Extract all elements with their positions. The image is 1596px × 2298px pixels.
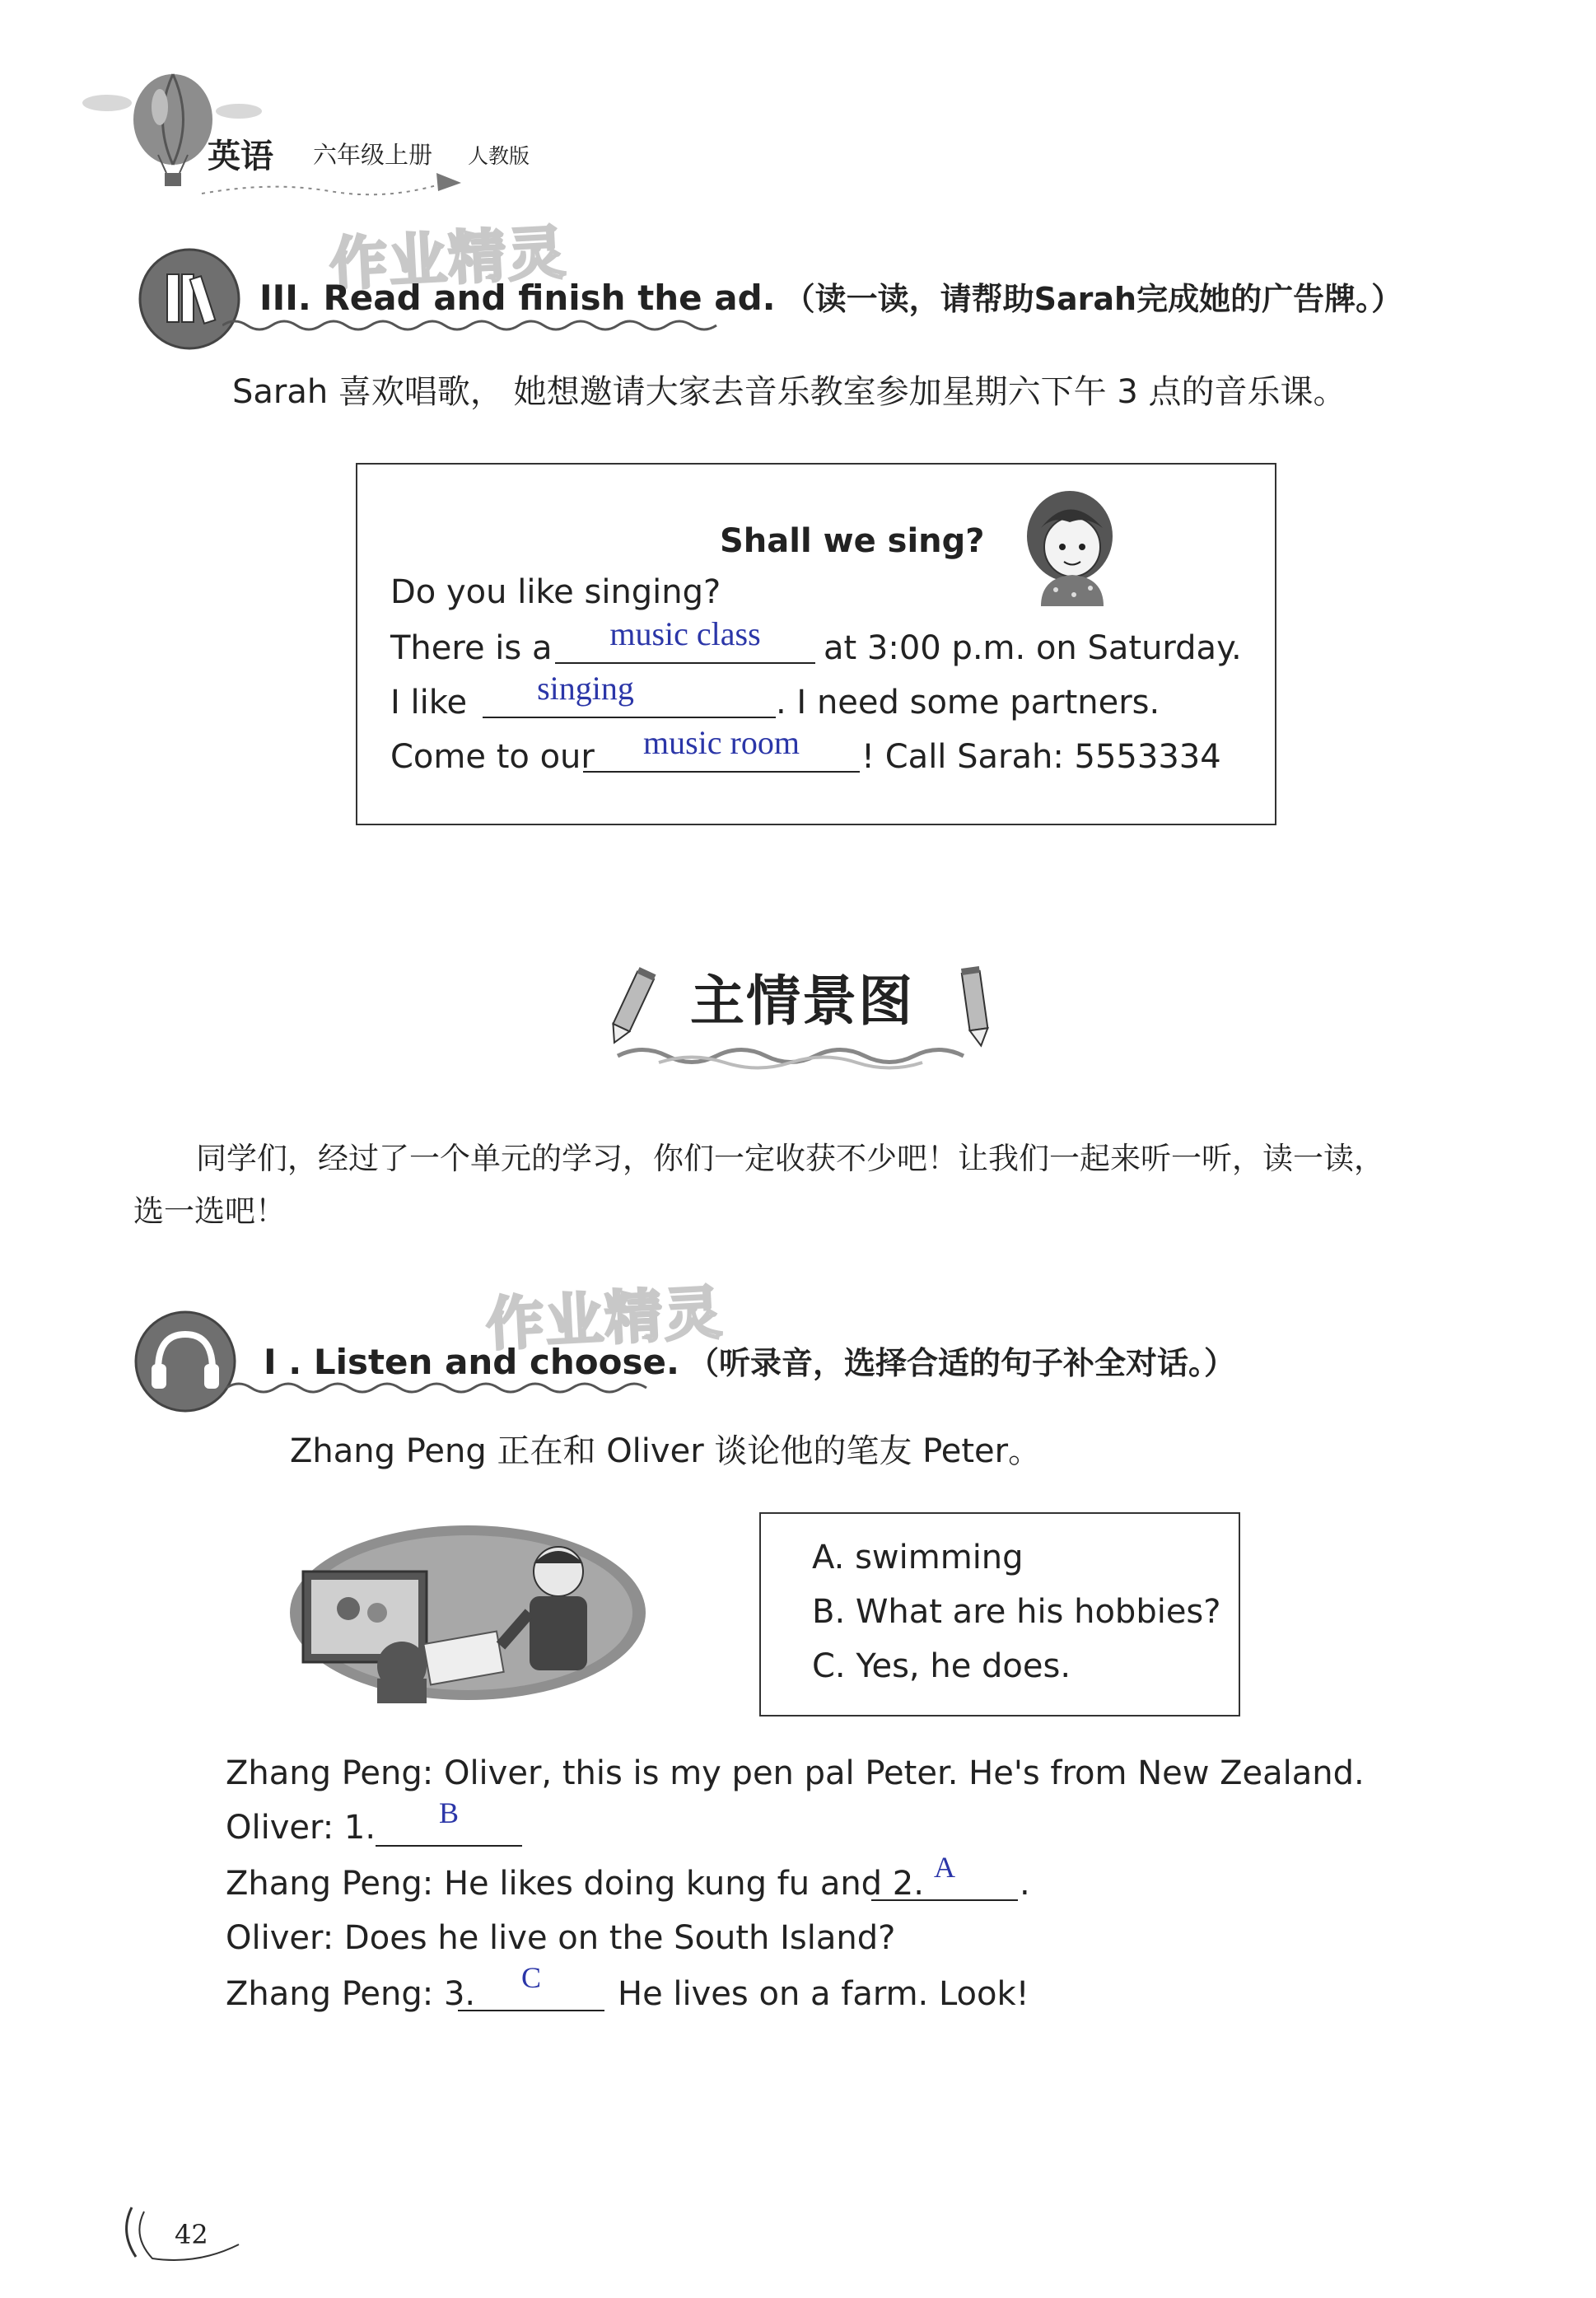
dialogue-line3-prefix: Zhang Peng: He likes doing kung fu and 2. <box>226 1865 924 1903</box>
main-scene-title: 主情景图 <box>690 969 914 1033</box>
ad-line2-answer: music class <box>609 615 761 652</box>
dotted-path-decoration <box>198 165 461 206</box>
ad-line2-prefix: There is a <box>390 629 553 667</box>
dialogue-answer-2: A <box>934 1851 955 1884</box>
section3-title: III. Read and finish the ad. <box>259 278 776 318</box>
dialogue-line4: Oliver: Does he live on the South Island? <box>226 1919 896 1957</box>
main-scene-text-line2: 选一选吧！ <box>133 1193 286 1229</box>
ad-line4-blank <box>583 771 860 773</box>
section3-intro: Sarah 喜欢唱歌， 她想邀请大家去音乐教室参加星期六下午 3 点的音乐课。 <box>232 373 1346 411</box>
dialogue-line5-prefix: Zhang Peng: 3. <box>226 1975 476 2013</box>
scene-illustration <box>287 1522 649 1703</box>
subject-label: 英语 <box>208 138 273 175</box>
ad-line4-answer: music room <box>643 724 800 761</box>
section3-instruction: （读一读，请帮助Sarah完成她的广告牌。） <box>783 281 1403 317</box>
girl-avatar <box>1016 483 1123 606</box>
watermark: 作业精灵 <box>328 218 569 299</box>
dialogue-blank-1 <box>376 1845 522 1847</box>
wavy-underline <box>222 317 733 334</box>
grade-label: 六年级上册 <box>313 141 433 169</box>
page-number: 42 <box>175 2219 208 2250</box>
ad-heading: Shall we sing? <box>720 522 985 560</box>
ad-line4-suffix: ! Call Sarah: 5553334 <box>861 738 1221 776</box>
ad-line4-prefix: Come to our <box>390 738 595 776</box>
ad-line3-suffix: . I need some partners. <box>776 684 1160 722</box>
dialogue-answer-3: C <box>520 1961 541 1994</box>
dialogue-line1: Zhang Peng: Oliver, this is my pen pal Peter. He's from New Zealand. <box>226 1754 1365 1792</box>
dialogue-line5-suffix: He lives on a farm. Look! <box>618 1975 1029 2013</box>
main-scene-text-line1: 同学们，经过了一个单元的学习，你们一定收获不少吧！让我们一起来听一听，读一读， <box>196 1141 1384 1176</box>
dialogue-blank-3 <box>458 2010 604 2011</box>
book-icon <box>136 245 243 353</box>
ad-line2-blank <box>555 662 815 664</box>
section1-title: I . Listen and choose. <box>264 1342 679 1382</box>
option-a: A. swimming <box>812 1539 1024 1576</box>
header <box>74 58 651 206</box>
ad-line3-answer: singing <box>537 670 634 707</box>
headphones-icon <box>132 1308 239 1415</box>
dialogue-line3-suffix: . <box>1020 1865 1030 1903</box>
watermark-2: 作业精灵 <box>484 1278 726 1359</box>
dialogue-line2-prefix: Oliver: 1. <box>226 1809 376 1847</box>
option-c: C. Yes, he does. <box>812 1647 1071 1685</box>
edition-label: 人教版 <box>468 144 530 168</box>
section1-heading <box>264 1338 1235 1383</box>
ad-box <box>356 463 1276 825</box>
dialogue-blank-2 <box>871 1899 1018 1901</box>
section3-heading <box>259 273 1402 319</box>
options-box <box>759 1512 1240 1716</box>
ad-line2-suffix: at 3:00 p.m. on Saturday. <box>824 629 1242 667</box>
ad-line1: Do you like singing? <box>390 573 721 611</box>
dialogue-answer-1: B <box>438 1796 459 1829</box>
section1-instruction: （听录音，选择合适的句子补全对话。） <box>687 1345 1235 1381</box>
section1-intro: Zhang Peng 正在和 Oliver 谈论他的笔友 Peter。 <box>290 1432 1042 1470</box>
option-b: B. What are his hobbies? <box>812 1593 1221 1631</box>
ad-line3-prefix: I like <box>390 684 468 722</box>
ad-line3-blank <box>483 717 776 718</box>
wavy-underline-2 <box>226 1380 655 1396</box>
wave-decoration <box>609 1039 972 1072</box>
